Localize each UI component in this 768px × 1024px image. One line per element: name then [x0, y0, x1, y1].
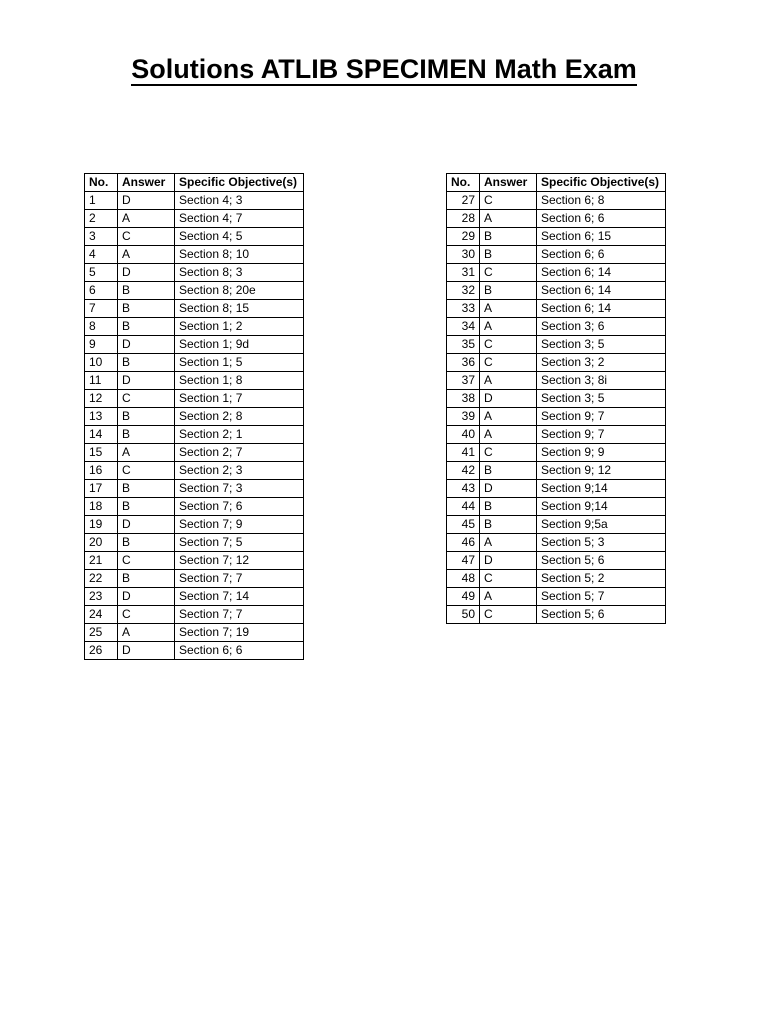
- cell-answer: D: [118, 336, 175, 354]
- cell-no: 14: [85, 426, 118, 444]
- cell-answer: C: [118, 552, 175, 570]
- cell-objective: Section 7; 5: [175, 534, 304, 552]
- page-title-text: Solutions ATLIB SPECIMEN Math Exam: [131, 54, 637, 84]
- table-row: [85, 462, 304, 480]
- table-row: [85, 498, 304, 516]
- cell-answer: A: [480, 408, 537, 426]
- answer-table-right-body: [447, 192, 666, 624]
- cell-answer: B: [118, 354, 175, 372]
- cell-objective: Section 9; 7: [537, 408, 666, 426]
- table-row: [447, 390, 666, 408]
- cell-no: 31: [447, 264, 480, 282]
- cell-no: 26: [85, 642, 118, 660]
- cell-answer: D: [480, 480, 537, 498]
- cell-objective: Section 1; 8: [175, 372, 304, 390]
- cell-no: 47: [447, 552, 480, 570]
- cell-objective: Section 7; 7: [175, 606, 304, 624]
- cell-objective: Section 8; 10: [175, 246, 304, 264]
- cell-answer: B: [118, 282, 175, 300]
- header-objective: Specific Objective(s): [175, 174, 304, 192]
- table-header-row: [85, 174, 304, 192]
- cell-answer: C: [480, 192, 537, 210]
- cell-objective: Section 3; 6: [537, 318, 666, 336]
- cell-objective: Section 4; 7: [175, 210, 304, 228]
- table-row: [447, 228, 666, 246]
- cell-no: 15: [85, 444, 118, 462]
- answer-table-right: [446, 173, 666, 624]
- cell-answer: C: [480, 264, 537, 282]
- table-row: [85, 336, 304, 354]
- cell-objective: Section 8; 20e: [175, 282, 304, 300]
- cell-objective: Section 2; 1: [175, 426, 304, 444]
- table-row: [447, 480, 666, 498]
- cell-no: 5: [85, 264, 118, 282]
- table-row: [85, 480, 304, 498]
- table-row: [447, 318, 666, 336]
- header-answer: Answer: [118, 174, 175, 192]
- cell-answer: A: [480, 426, 537, 444]
- cell-no: 3: [85, 228, 118, 246]
- cell-no: 16: [85, 462, 118, 480]
- cell-objective: Section 4; 5: [175, 228, 304, 246]
- cell-no: 18: [85, 498, 118, 516]
- table-row: [85, 192, 304, 210]
- table-row: [447, 354, 666, 372]
- table-row: [85, 210, 304, 228]
- cell-objective: Section 5; 6: [537, 552, 666, 570]
- cell-no: 35: [447, 336, 480, 354]
- cell-no: 23: [85, 588, 118, 606]
- cell-objective: Section 7; 19: [175, 624, 304, 642]
- cell-objective: Section 5; 7: [537, 588, 666, 606]
- table-row: [85, 444, 304, 462]
- table-row: [447, 300, 666, 318]
- cell-answer: B: [118, 498, 175, 516]
- cell-no: 9: [85, 336, 118, 354]
- cell-no: 30: [447, 246, 480, 264]
- table-row: [85, 264, 304, 282]
- cell-objective: Section 6; 14: [537, 264, 666, 282]
- answer-table-left-body: [85, 192, 304, 660]
- cell-answer: D: [118, 588, 175, 606]
- table-row: [447, 462, 666, 480]
- table-row: [447, 372, 666, 390]
- table-row: [447, 552, 666, 570]
- cell-objective: Section 3; 5: [537, 336, 666, 354]
- cell-objective: Section 8; 15: [175, 300, 304, 318]
- table-row: [85, 372, 304, 390]
- cell-answer: B: [480, 282, 537, 300]
- cell-no: 45: [447, 516, 480, 534]
- cell-answer: D: [480, 552, 537, 570]
- table-row: [447, 264, 666, 282]
- cell-answer: D: [118, 516, 175, 534]
- cell-no: 41: [447, 444, 480, 462]
- table-row: [85, 588, 304, 606]
- table-row: [85, 246, 304, 264]
- cell-objective: Section 6; 6: [537, 246, 666, 264]
- cell-no: 43: [447, 480, 480, 498]
- cell-objective: Section 7; 3: [175, 480, 304, 498]
- cell-objective: Section 9;14: [537, 498, 666, 516]
- cell-objective: Section 6; 14: [537, 282, 666, 300]
- table-row: [85, 516, 304, 534]
- cell-answer: C: [480, 444, 537, 462]
- cell-answer: C: [480, 570, 537, 588]
- cell-answer: B: [118, 480, 175, 498]
- cell-no: 7: [85, 300, 118, 318]
- table-row: [85, 318, 304, 336]
- cell-answer: A: [480, 300, 537, 318]
- cell-objective: Section 5; 6: [537, 606, 666, 624]
- table-row: [447, 516, 666, 534]
- cell-no: 37: [447, 372, 480, 390]
- cell-objective: Section 9; 7: [537, 426, 666, 444]
- table-row: [447, 336, 666, 354]
- cell-answer: B: [480, 498, 537, 516]
- cell-no: 38: [447, 390, 480, 408]
- cell-no: 11: [85, 372, 118, 390]
- table-row: [85, 426, 304, 444]
- cell-objective: Section 3; 5: [537, 390, 666, 408]
- cell-no: 6: [85, 282, 118, 300]
- cell-answer: B: [118, 408, 175, 426]
- table-row: [447, 534, 666, 552]
- table-row: [447, 210, 666, 228]
- cell-objective: Section 7; 7: [175, 570, 304, 588]
- cell-no: 13: [85, 408, 118, 426]
- cell-objective: Section 9; 12: [537, 462, 666, 480]
- cell-no: 21: [85, 552, 118, 570]
- cell-answer: B: [480, 516, 537, 534]
- cell-objective: Section 6; 8: [537, 192, 666, 210]
- table-row: [85, 390, 304, 408]
- cell-objective: Section 2; 8: [175, 408, 304, 426]
- cell-answer: C: [118, 228, 175, 246]
- cell-no: 50: [447, 606, 480, 624]
- table-row: [447, 588, 666, 606]
- cell-no: 44: [447, 498, 480, 516]
- header-no: No.: [447, 174, 480, 192]
- table-row: [85, 300, 304, 318]
- cell-objective: Section 4; 3: [175, 192, 304, 210]
- table-row: [447, 606, 666, 624]
- cell-no: 12: [85, 390, 118, 408]
- cell-objective: Section 9;14: [537, 480, 666, 498]
- cell-answer: A: [480, 534, 537, 552]
- cell-answer: B: [118, 300, 175, 318]
- cell-objective: Section 7; 14: [175, 588, 304, 606]
- cell-objective: Section 1; 9d: [175, 336, 304, 354]
- cell-objective: Section 6; 6: [175, 642, 304, 660]
- cell-no: 42: [447, 462, 480, 480]
- cell-no: 19: [85, 516, 118, 534]
- table-row: [85, 552, 304, 570]
- cell-no: 32: [447, 282, 480, 300]
- cell-no: 4: [85, 246, 118, 264]
- cell-objective: Section 3; 8i: [537, 372, 666, 390]
- cell-no: 24: [85, 606, 118, 624]
- table-row: [447, 570, 666, 588]
- table-row: [447, 426, 666, 444]
- table-row: [447, 408, 666, 426]
- cell-answer: C: [480, 336, 537, 354]
- cell-objective: Section 9; 9: [537, 444, 666, 462]
- table-row: [85, 624, 304, 642]
- cell-answer: C: [118, 390, 175, 408]
- cell-answer: D: [118, 192, 175, 210]
- cell-answer: A: [118, 210, 175, 228]
- cell-objective: Section 9;5a: [537, 516, 666, 534]
- table-row: [85, 606, 304, 624]
- cell-objective: Section 5; 3: [537, 534, 666, 552]
- cell-no: 29: [447, 228, 480, 246]
- cell-objective: Section 6; 15: [537, 228, 666, 246]
- cell-answer: B: [118, 318, 175, 336]
- table-row: [85, 570, 304, 588]
- cell-answer: A: [480, 372, 537, 390]
- table-row: [447, 192, 666, 210]
- cell-answer: D: [118, 642, 175, 660]
- cell-objective: Section 6; 14: [537, 300, 666, 318]
- cell-answer: A: [480, 210, 537, 228]
- cell-objective: Section 1; 5: [175, 354, 304, 372]
- table-row: [85, 354, 304, 372]
- cell-answer: A: [480, 318, 537, 336]
- table-row: [85, 228, 304, 246]
- cell-no: 2: [85, 210, 118, 228]
- table-row: [85, 642, 304, 660]
- cell-no: 33: [447, 300, 480, 318]
- cell-no: 22: [85, 570, 118, 588]
- cell-answer: A: [118, 444, 175, 462]
- table-row: [85, 282, 304, 300]
- cell-no: 48: [447, 570, 480, 588]
- cell-objective: Section 7; 9: [175, 516, 304, 534]
- cell-objective: Section 7; 12: [175, 552, 304, 570]
- cell-no: 46: [447, 534, 480, 552]
- cell-answer: C: [480, 354, 537, 372]
- header-no: No.: [85, 174, 118, 192]
- cell-no: 27: [447, 192, 480, 210]
- header-objective: Specific Objective(s): [537, 174, 666, 192]
- cell-objective: Section 7; 6: [175, 498, 304, 516]
- cell-answer: A: [480, 588, 537, 606]
- cell-objective: Section 6; 6: [537, 210, 666, 228]
- table-row: [447, 282, 666, 300]
- cell-no: 20: [85, 534, 118, 552]
- cell-objective: Section 5; 2: [537, 570, 666, 588]
- cell-no: 8: [85, 318, 118, 336]
- cell-objective: Section 1; 2: [175, 318, 304, 336]
- cell-objective: Section 3; 2: [537, 354, 666, 372]
- cell-no: 36: [447, 354, 480, 372]
- table-row: [85, 408, 304, 426]
- table-header-row: [447, 174, 666, 192]
- cell-objective: Section 2; 7: [175, 444, 304, 462]
- cell-no: 25: [85, 624, 118, 642]
- cell-answer: B: [118, 426, 175, 444]
- cell-answer: B: [480, 462, 537, 480]
- table-row: [447, 444, 666, 462]
- header-answer: Answer: [480, 174, 537, 192]
- cell-no: 40: [447, 426, 480, 444]
- cell-answer: A: [118, 624, 175, 642]
- table-row: [447, 498, 666, 516]
- cell-objective: Section 1; 7: [175, 390, 304, 408]
- cell-no: 39: [447, 408, 480, 426]
- table-row: [85, 534, 304, 552]
- cell-no: 10: [85, 354, 118, 372]
- cell-answer: B: [480, 228, 537, 246]
- cell-no: 1: [85, 192, 118, 210]
- cell-no: 28: [447, 210, 480, 228]
- table-row: [447, 246, 666, 264]
- cell-answer: D: [118, 264, 175, 282]
- cell-no: 17: [85, 480, 118, 498]
- cell-no: 34: [447, 318, 480, 336]
- cell-answer: D: [118, 372, 175, 390]
- page-title: [0, 52, 768, 86]
- cell-answer: A: [118, 246, 175, 264]
- cell-answer: B: [118, 534, 175, 552]
- cell-no: 49: [447, 588, 480, 606]
- cell-answer: B: [480, 246, 537, 264]
- cell-answer: B: [118, 570, 175, 588]
- answer-table-left: [84, 173, 304, 660]
- cell-answer: C: [118, 606, 175, 624]
- cell-answer: C: [480, 606, 537, 624]
- cell-answer: D: [480, 390, 537, 408]
- cell-answer: C: [118, 462, 175, 480]
- cell-objective: Section 2; 3: [175, 462, 304, 480]
- cell-objective: Section 8; 3: [175, 264, 304, 282]
